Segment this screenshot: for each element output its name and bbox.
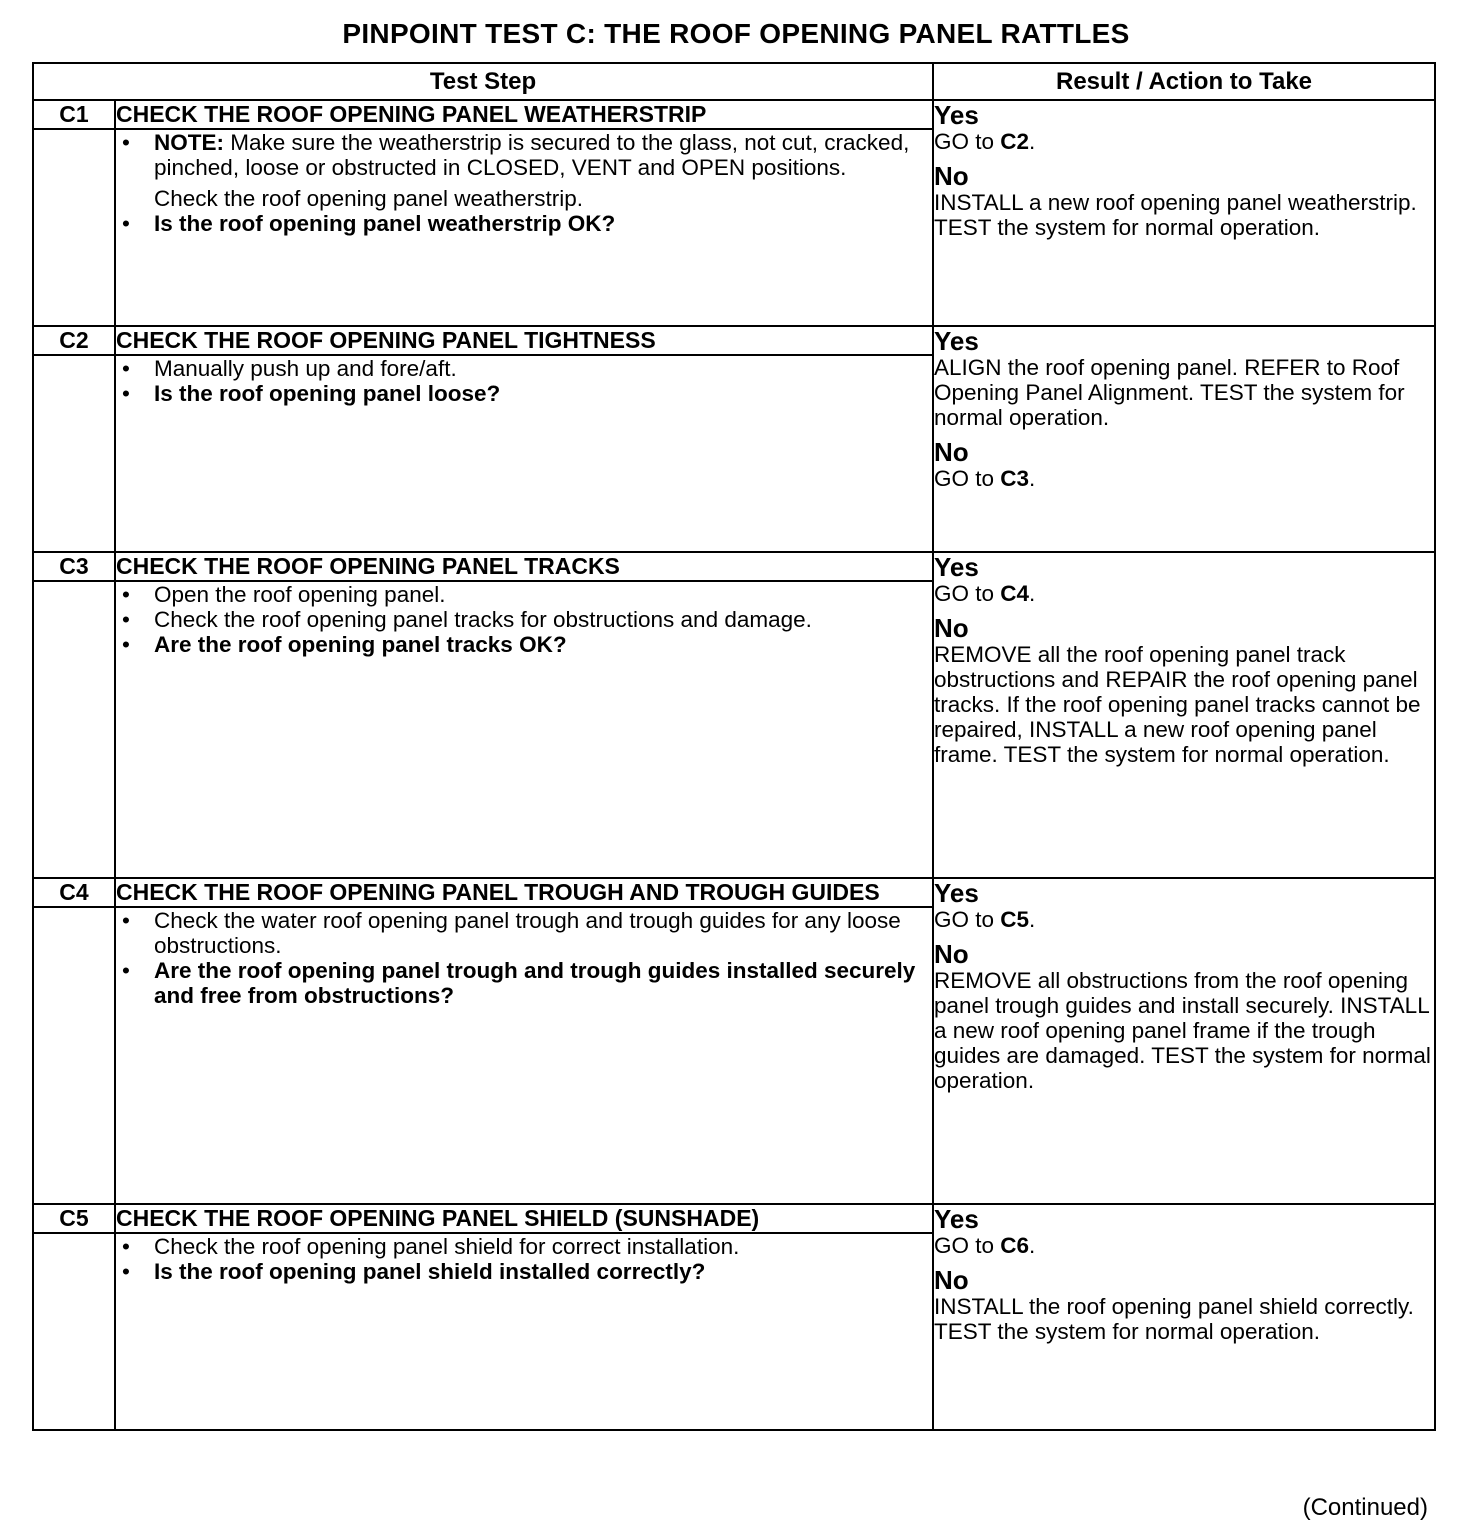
yes-action: GO to C4. — [934, 581, 1036, 606]
step-id-blank — [33, 129, 115, 326]
yes-action: GO to C5. — [934, 907, 1036, 932]
yes-action: GO to C6. — [934, 1233, 1036, 1258]
step-question: • Is the roof opening panel loose? — [122, 381, 501, 406]
step-id: C3 — [33, 552, 115, 581]
step-title: CHECK THE ROOF OPENING PANEL TROUGH AND TROUGH GUIDES — [115, 878, 933, 907]
list-item: • NOTE: Make sure the weatherstrip is secured to the glass, not cut, cracked, pinched, loose or obstructed in CLOSED, VENT and OPEN positions. — [122, 130, 910, 180]
step-body — [115, 1233, 933, 1430]
step-title: CHECK THE ROOF OPENING PANEL TIGHTNESS — [115, 326, 933, 355]
yes-action: GO to C2. — [934, 129, 1036, 154]
no-label: No — [934, 939, 969, 969]
step-title-row — [33, 326, 1435, 355]
step-question: • Is the roof opening panel weatherstrip OK? — [122, 211, 616, 236]
step-question: • Are the roof opening panel tracks OK? — [122, 632, 567, 657]
step-id: C5 — [33, 1204, 115, 1233]
step-result — [933, 1204, 1435, 1430]
yes-label: Yes — [934, 552, 979, 582]
no-action: REMOVE all the roof opening panel track obstructions and REPAIR the roof opening panel tracks. If the roof opening panel tracks cannot be repaired, INSTALL a new roof opening panel frame. TEST the system for normal operation. — [934, 642, 1421, 767]
step-body — [115, 129, 933, 326]
pinpoint-test-table — [32, 62, 1436, 1431]
step-id: C2 — [33, 326, 115, 355]
list-item: • Check the water roof opening panel trough and trough guides for any loose obstructions. — [122, 908, 901, 958]
list-item: • Open the roof opening panel. — [122, 582, 446, 607]
step-title-row — [33, 878, 1435, 907]
step-title: CHECK THE ROOF OPENING PANEL SHIELD (SUNSHADE) — [115, 1204, 933, 1233]
step-body — [115, 581, 933, 878]
step-body — [115, 355, 933, 552]
no-action: INSTALL the roof opening panel shield correctly. TEST the system for normal operation. — [934, 1294, 1414, 1344]
step-title-row — [33, 100, 1435, 129]
step-id-blank — [33, 1233, 115, 1430]
no-label: No — [934, 1265, 969, 1295]
yes-label: Yes — [934, 878, 979, 908]
step-result — [933, 326, 1435, 552]
yes-label: Yes — [934, 326, 979, 356]
step-title-row — [33, 552, 1435, 581]
step-title-row — [33, 1204, 1435, 1233]
step-question: • Is the roof opening panel shield installed correctly? — [122, 1259, 706, 1284]
step-result — [933, 552, 1435, 878]
yes-label: Yes — [934, 1204, 979, 1234]
step-id-blank — [33, 581, 115, 878]
step-result — [933, 100, 1435, 326]
step-instruction: Check the roof opening panel weatherstrip. — [154, 186, 584, 211]
yes-action: ALIGN the roof opening panel. REFER to Roof Opening Panel Alignment. TEST the system for normal operation. — [934, 355, 1405, 430]
step-result — [933, 878, 1435, 1204]
continued-label: (Continued) — [1302, 1494, 1428, 1521]
no-label: No — [934, 613, 969, 643]
step-question: • Are the roof opening panel trough and trough guides installed securely and free from obstructions? — [122, 958, 916, 1008]
page-title: PINPOINT TEST C: THE ROOF OPENING PANEL RATTLES — [342, 18, 1130, 49]
yes-label: Yes — [934, 100, 979, 130]
list-item: • Manually push up and fore/aft. — [122, 356, 457, 381]
table-header-row — [33, 63, 1435, 100]
step-id-blank — [33, 907, 115, 1204]
no-label: No — [934, 437, 969, 467]
no-label: No — [934, 161, 969, 191]
step-id: C1 — [33, 100, 115, 129]
no-action: REMOVE all obstructions from the roof opening panel trough guides and install securely. INSTALL a new roof opening panel frame if the trough guides are damaged. TEST the system for normal operation. — [934, 968, 1431, 1093]
step-title: CHECK THE ROOF OPENING PANEL TRACKS — [115, 552, 933, 581]
list-item: • Check the roof opening panel tracks for obstructions and damage. — [122, 607, 812, 632]
no-action: INSTALL a new roof opening panel weatherstrip. TEST the system for normal operation. — [934, 190, 1417, 240]
header-test-step: Test Step — [33, 63, 933, 100]
header-result: Result / Action to Take — [933, 63, 1435, 100]
step-body — [115, 907, 933, 1204]
list-item: • Check the roof opening panel shield for correct installation. — [122, 1234, 740, 1259]
step-id-blank — [33, 355, 115, 552]
no-action: GO to C3. — [934, 466, 1036, 491]
step-id: C4 — [33, 878, 115, 907]
step-title: CHECK THE ROOF OPENING PANEL WEATHERSTRIP — [115, 100, 933, 129]
